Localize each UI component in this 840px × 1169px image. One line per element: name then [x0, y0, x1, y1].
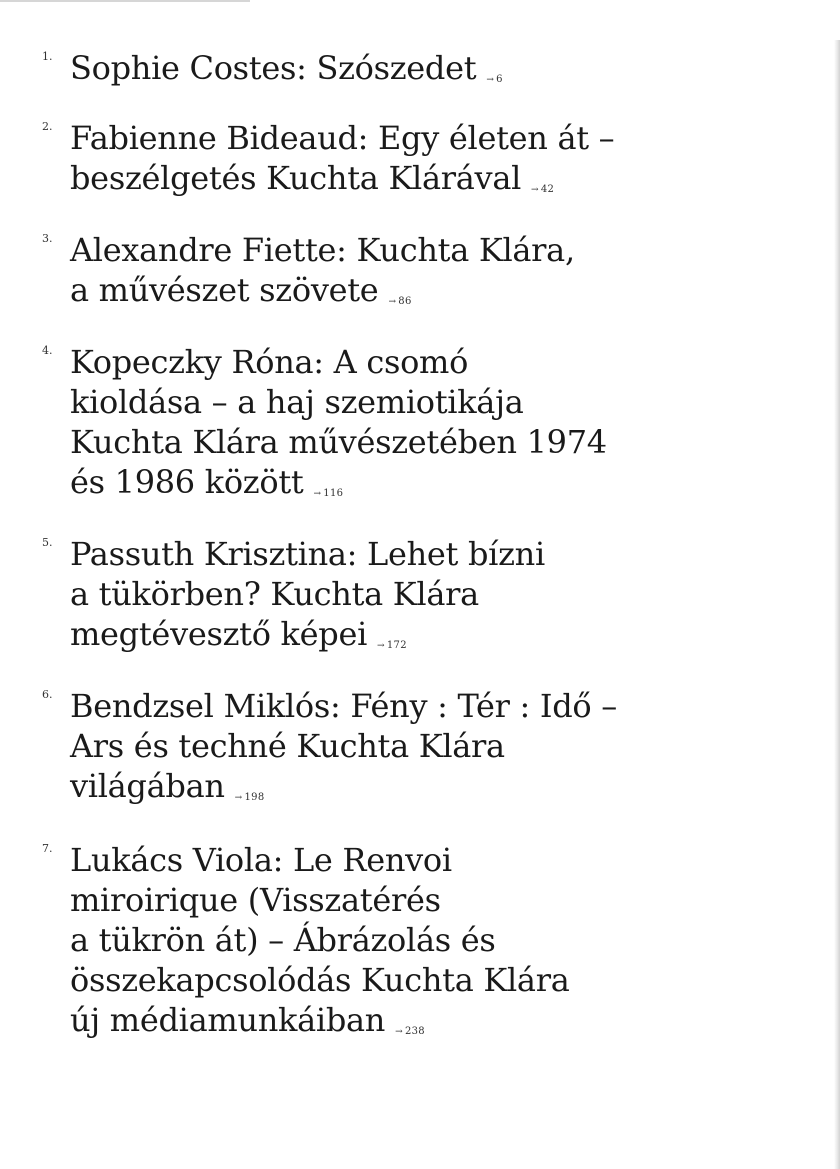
page-number: 42	[540, 184, 555, 195]
entry-number: 6.	[42, 688, 53, 701]
page-number: 238	[404, 1026, 425, 1037]
arrow-right-icon: →	[234, 793, 243, 803]
entry-title-line: összekapcsolódás Kuchta Klára	[70, 961, 570, 999]
entry-title-line: új médiamunkáiban	[70, 1001, 386, 1039]
page-number: 172	[386, 640, 407, 651]
entry-title-line: Fabienne Bideaud: Egy életen át –	[70, 119, 615, 157]
entry-title	[70, 534, 720, 666]
entry-number: 1.	[42, 50, 53, 63]
entry-number: 4.	[42, 344, 53, 357]
page-number: 6	[496, 74, 503, 85]
arrow-right-icon: →	[377, 641, 385, 651]
entry-number: 7.	[42, 842, 53, 855]
page-reference[interactable]	[388, 296, 411, 307]
entry-title-line: Lukács Viola: Le Renvoi	[70, 841, 452, 879]
entry-title-line: a művészet szövete	[70, 271, 379, 309]
page-reference[interactable]	[531, 184, 554, 195]
entry-title	[70, 686, 720, 818]
entry-title	[70, 342, 720, 514]
entry-title-line: és 1986 között	[70, 463, 304, 501]
arrow-right-icon: →	[395, 1027, 403, 1037]
entry-title	[70, 48, 720, 100]
entry-title-line: a tükrön át) – Ábrázolás és	[70, 921, 496, 959]
page-edge-shadow	[834, 40, 840, 1169]
entry-title-line: Passuth Krisztina: Lehet bízni	[70, 535, 545, 573]
arrow-right-icon: →	[313, 489, 322, 499]
page-reference[interactable]	[377, 640, 407, 651]
entry-title-line: kioldása – a haj szemiotikája	[70, 383, 524, 421]
entry-title-line: világában	[70, 767, 225, 805]
arrow-right-icon: →	[486, 75, 495, 85]
entry-title	[70, 118, 720, 210]
entry-title-line: beszélgetés Kuchta Klárával	[70, 159, 522, 197]
entry-title-line: Kopeczky Róna: A csomó	[70, 343, 469, 381]
page-number: 86	[398, 296, 412, 307]
entry-title-line: megtévesztő képei	[70, 615, 368, 653]
page-reference[interactable]	[313, 488, 343, 499]
page-reference[interactable]	[486, 74, 503, 85]
arrow-right-icon: →	[531, 185, 539, 195]
entry-title-line: Ars és techné Kuchta Klára	[70, 727, 505, 765]
entry-title	[70, 230, 720, 322]
top-edge-rule	[0, 0, 250, 2]
page-reference[interactable]	[395, 1026, 425, 1037]
entry-title	[70, 840, 720, 1052]
page-number: 116	[323, 488, 344, 499]
entry-title-line: Kuchta Klára művészetében 1974	[70, 423, 607, 461]
arrow-right-icon: →	[388, 297, 397, 307]
entry-title-line: Alexandre Fiette: Kuchta Klára,	[70, 231, 575, 269]
page-number: 198	[244, 792, 265, 803]
entry-number: 5.	[42, 536, 53, 549]
entry-number: 2.	[42, 120, 53, 133]
entry-title-line: Sophie Costes: Szószedet	[70, 49, 477, 87]
entry-number: 3.	[42, 232, 53, 245]
entry-title-line: Bendzsel Miklós: Fény : Tér : Idő –	[70, 687, 617, 725]
page-reference[interactable]	[235, 792, 265, 803]
entry-title-line: miroirique (Visszatérés	[70, 881, 441, 919]
entry-title-line: a tükörben? Kuchta Klára	[70, 575, 479, 613]
